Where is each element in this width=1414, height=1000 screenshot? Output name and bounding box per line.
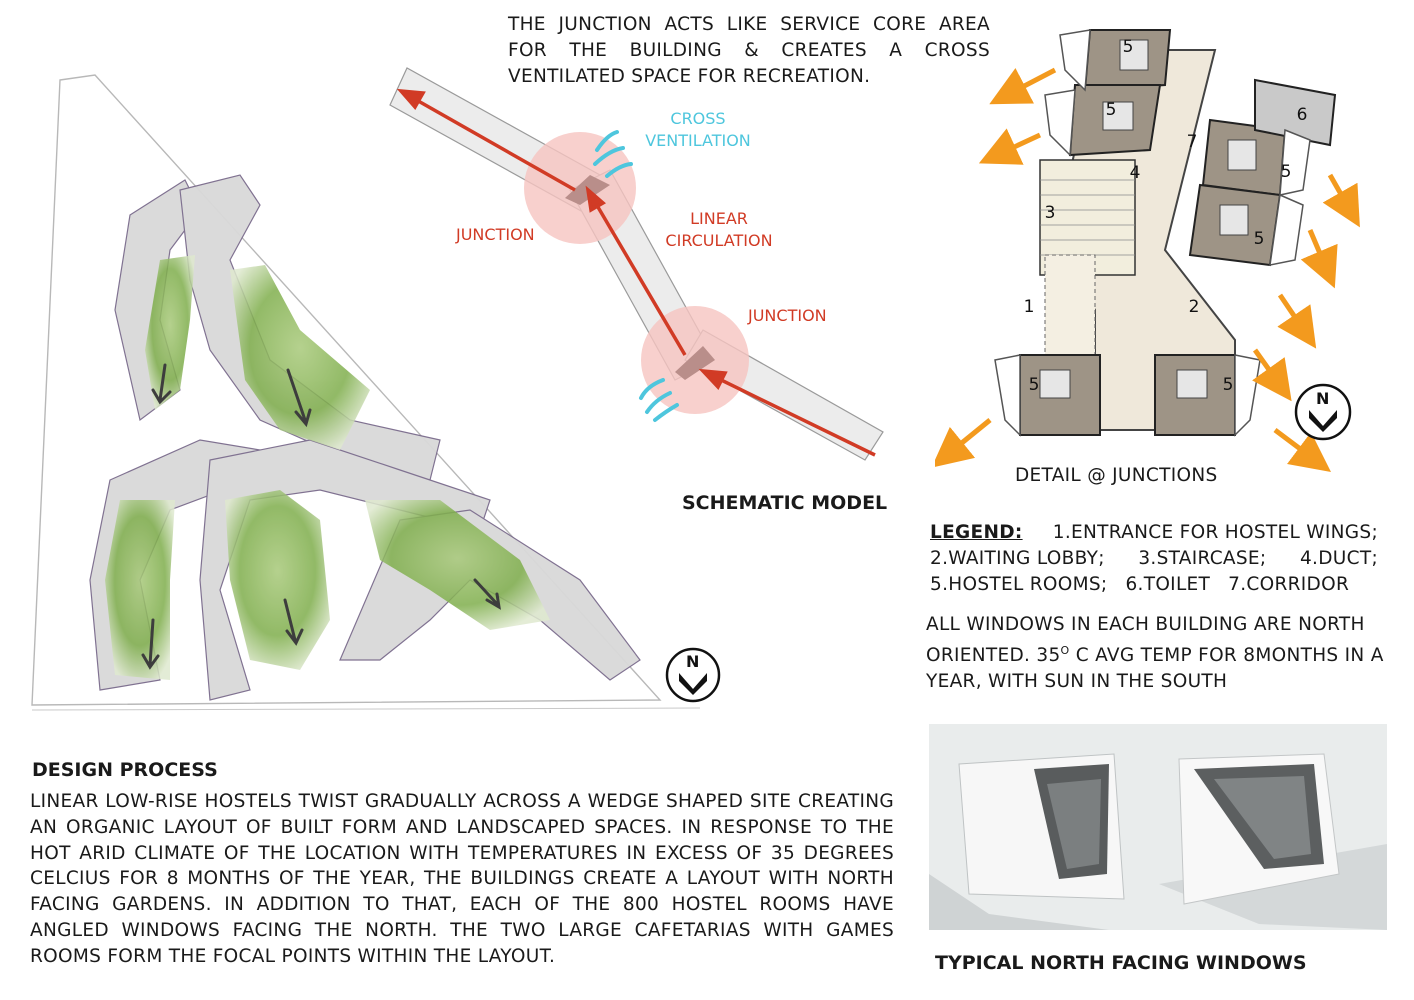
detail-caption: DETAIL @ JUNCTIONS [1015, 465, 1218, 486]
heat-arrow [947, 420, 990, 455]
windows-note-part2: C AVG TEMP FOR 8MONTHS IN A YEAR, WITH SUN IN THE SOUTH [926, 645, 1384, 693]
heat-arrow [1280, 295, 1305, 332]
cross-label-line2: VENTILATION [645, 131, 751, 150]
cross-label-line1: CROSS [670, 109, 726, 128]
legend-item: 7.CORRIDOR [1228, 574, 1350, 595]
room-number: 1 [1023, 297, 1035, 317]
schematic-model-caption: SCHEMATIC MODEL [682, 492, 888, 514]
windows-note-part1: ALL WINDOWS IN EACH BUILDING ARE NORTH ORIENTED. 35 [926, 614, 1365, 667]
north-facing-garden [225, 490, 330, 670]
legend-heading: LEGEND: [930, 522, 1023, 543]
room-number: 5 [1122, 37, 1134, 57]
plan-compass-letter: N [1316, 389, 1330, 408]
junction-label-left: JUNCTION [456, 225, 535, 244]
site-compass-letter: N [686, 652, 700, 671]
junction-note: THE JUNCTION ACTS LIKE SERVICE CORE AREA FOR THE BUILDING & CREATES A CROSS VENTILATED SPACE FOR RECREATION. [508, 14, 990, 87]
heat-arrow [997, 135, 1040, 155]
legend-item: 5.HOSTEL ROOMS; [930, 574, 1108, 595]
legend-item: 1.ENTRANCE FOR HOSTEL WINGS; [1052, 522, 1378, 543]
junction-label-right: JUNCTION [748, 306, 827, 325]
schematic-model [385, 60, 895, 480]
entrance-area [1045, 255, 1095, 355]
room-number: 3 [1044, 203, 1056, 223]
heat-arrow [1007, 70, 1055, 95]
ventilation-arrow [655, 405, 677, 420]
junction-plan [935, 10, 1375, 475]
design-process-title: DESIGN PROCESS [32, 759, 218, 781]
room-number: 5 [1253, 229, 1265, 249]
legend-item: 2.WAITING LOBBY; [930, 548, 1105, 569]
window-model-illustration [929, 724, 1387, 930]
windows-caption: TYPICAL NORTH FACING WINDOWS [935, 952, 1307, 974]
legend-item: 6.TOILET [1125, 574, 1211, 595]
heat-arrow [1330, 175, 1350, 210]
linear-label-line1: LINEAR [690, 209, 748, 228]
window-model-photo [929, 724, 1387, 930]
north-facing-garden [230, 265, 370, 450]
windows-orientation-note [926, 612, 1386, 695]
north-facing-garden [105, 500, 175, 680]
legend [930, 520, 1378, 598]
heat-arrow [1310, 230, 1327, 270]
room-number: 7 [1186, 132, 1198, 152]
room-number: 5 [1028, 375, 1040, 395]
room-number: 4 [1129, 163, 1141, 183]
legend-item: 3.STAIRCASE; [1138, 548, 1267, 569]
degree-superscript: O [1060, 644, 1070, 657]
cross-ventilation-label [642, 108, 754, 152]
linear-circulation-label [660, 208, 778, 252]
room-number: 5 [1105, 100, 1117, 120]
room-number: 5 [1280, 162, 1292, 182]
legend-item: 4.DUCT; [1299, 548, 1378, 569]
room-number: 6 [1296, 105, 1308, 125]
room-number: 5 [1222, 375, 1234, 395]
linear-label-line2: CIRCULATION [665, 231, 773, 250]
design-process-body: LINEAR LOW-RISE HOSTELS TWIST GRADUALLY ACROSS A WEDGE SHAPED SITE CREATING AN ORGANIC LAYOUT OF BUILT FORM AND LANDSCAPED SPACES. IN RESPONSE TO THE HOT ARID CLIMATE OF THE LOCATION WITH TEMPERATURES IN EXCESS OF 35 DEGREES CELCIUS FOR 8 MONTHS OF THE YEAR, THE BUILDINGS CREATE A LAYOUT WITH NORTH FACING GARDENS. IN ADDITION TO THAT, EACH OF THE 800 HOSTEL ROOMS HAVE ANGLED WINDOWS FACING THE NORTH. THE TWO LARGE CAFETARIAS WITH GAMES ROOMS FORM THE FOCAL POINTS WITHIN THE LAYOUT. [30, 791, 894, 967]
room-number: 2 [1188, 297, 1200, 317]
